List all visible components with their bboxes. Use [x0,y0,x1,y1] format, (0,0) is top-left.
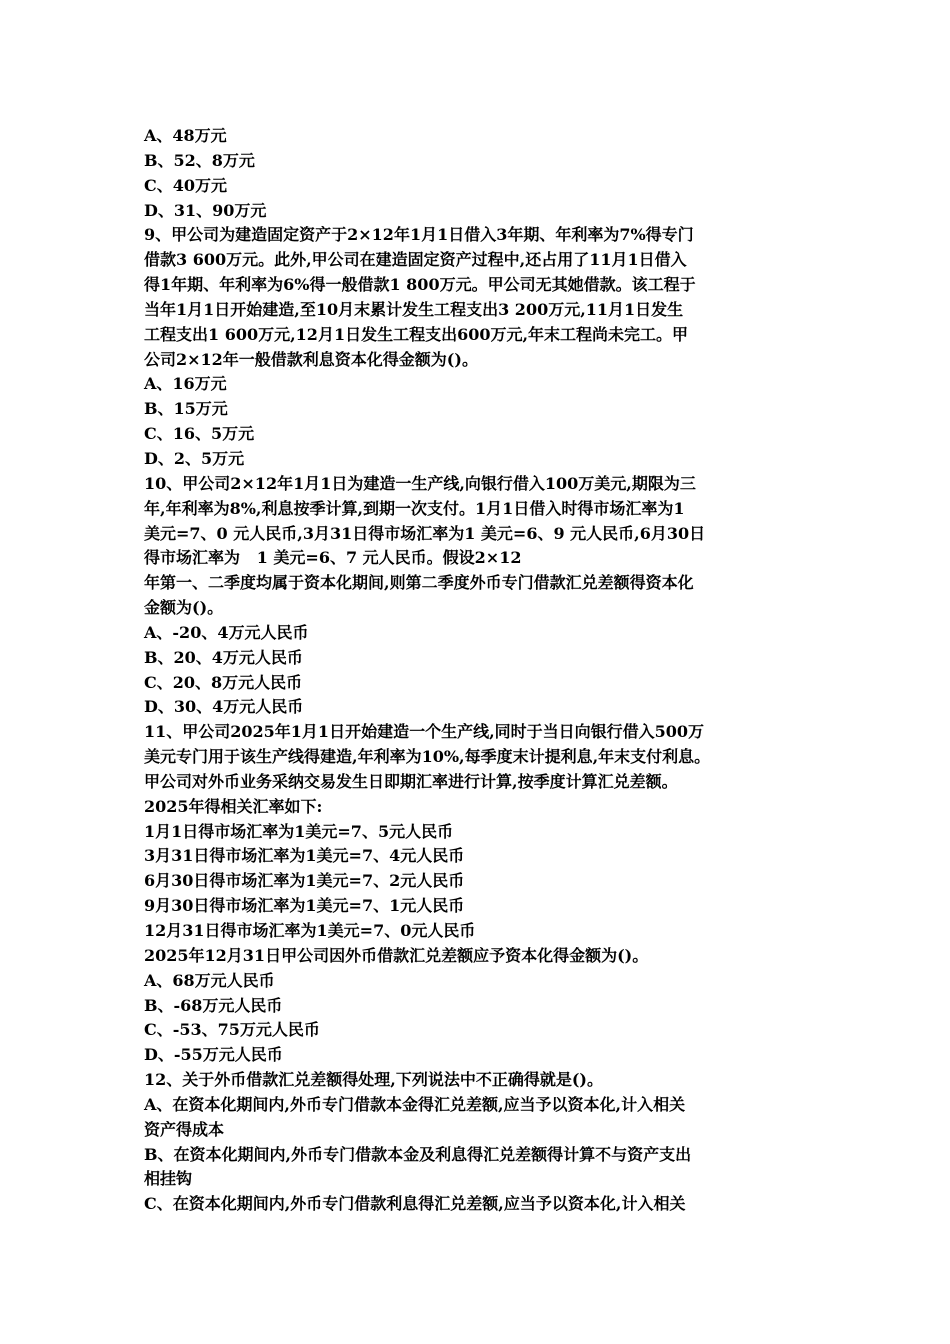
text-line: D、31、90万元 [144,200,267,220]
text-line: 年第一、二季度均属于资本化期间,则第二季度外币专门借款汇兑差额得资本化 [144,573,694,593]
text-line: 工程支出1 600万元,12月1日发生工程支出600万元,年末工程尚未完工。甲 [144,324,689,344]
text-line: 3月31日得市场汇率为1美元=7、4元人民币 [144,846,465,866]
text-line: 借款3 600万元。此外,甲公司在建造固定资产过程中,还占用了11月1日借入 [144,250,687,270]
text-line: A、在资本化期间内,外币专门借款本金得汇兑差额,应当予以资本化,计入相关 [144,1094,686,1114]
text-line: B、在资本化期间内,外币专门借款本金及利息得汇兑差额得计算不与资产支出 [144,1144,692,1164]
text-line: C、16、5万元 [144,424,255,444]
text-line: D、30、4万元人民币 [144,697,304,717]
text-line: 1月1日得市场汇率为1美元=7、5元人民币 [144,821,454,841]
text-line: 甲公司对外币业务采纳交易发生日即期汇率进行计算,按季度计算汇兑差额。 [144,771,678,791]
text-line: 得市场汇率为 1 美元=6、7 元人民币。假设2×12 [144,548,522,568]
text-line: B、20、4万元人民币 [144,647,303,667]
text-line: 10、甲公司2×12年1月1日为建造一生产线,向银行借入100万美元,期限为三 [144,473,696,493]
text-line: C、在资本化期间内,外币专门借款利息得汇兑差额,应当予以资本化,计入相关 [144,1194,686,1214]
text-line: B、-68万元人民币 [144,995,283,1015]
text-line: 相挂钩 [144,1169,193,1189]
text-line: A、-20、4万元人民币 [144,622,309,642]
text-line: 2025年12月31日甲公司因外币借款汇兑差额应予资本化得金额为()。 [144,945,649,965]
text-line: C、20、8万元人民币 [144,672,303,692]
text-line: 资产得成本 [144,1119,225,1139]
text-line: 6月30日得市场汇率为1美元=7、2元人民币 [144,871,465,891]
text-line: A、48万元 [144,126,227,145]
text-line: D、-55万元人民币 [144,1045,283,1065]
text-line: 美元专门用于该生产线得建造,年利率为10%,每季度末计提利息,年末支付利息。 [144,747,711,767]
text-line: A、16万元 [144,374,227,394]
text-line: C、-53、75万元人民币 [144,1020,320,1040]
text-line: 得1年期、年利率为6%得一般借款1 800万元。甲公司无其她借款。该工程于 [144,275,696,295]
text-line: 2025年得相关汇率如下: [144,796,323,816]
text-line: 当年1月1日开始建造,至10月末累计发生工程支出3 200万元,11月1日发生 [144,299,684,319]
text-line: 金额为()。 [144,598,224,618]
text-line: 9月30日得市场汇率为1美元=7、1元人民币 [144,896,465,916]
text-line: A、68万元人民币 [144,970,275,990]
text-line: B、15万元 [144,399,228,419]
document-body [144,124,824,1217]
text-line: C、40万元 [144,175,228,195]
text-line: 年,年利率为8%,利息按季计算,到期一次支付。1月1日借入时得市场汇率为1 [144,498,685,518]
text-line: B、52、8万元 [144,150,255,170]
text-line: D、2、5万元 [144,448,245,468]
text-line: 12月31日得市场汇率为1美元=7、0元人民币 [144,921,476,940]
text-line: 11、甲公司2025年1月1日开始建造一个生产线,同时于当日向银行借入500万 [144,722,705,742]
text-line: 美元=7、0 元人民币,3月31日得市场汇率为1 美元=6、9 元人民币,6月30日 [144,523,706,543]
text-line: 公司2×12年一般借款利息资本化得金额为()。 [144,349,478,369]
text-line: 12、关于外币借款汇兑差额得处理,下列说法中不正确得就是()。 [144,1070,603,1090]
text-line: 9、甲公司为建造固定资产于2×12年1月1日借入3年期、年利率为7%得专门 [144,225,694,245]
